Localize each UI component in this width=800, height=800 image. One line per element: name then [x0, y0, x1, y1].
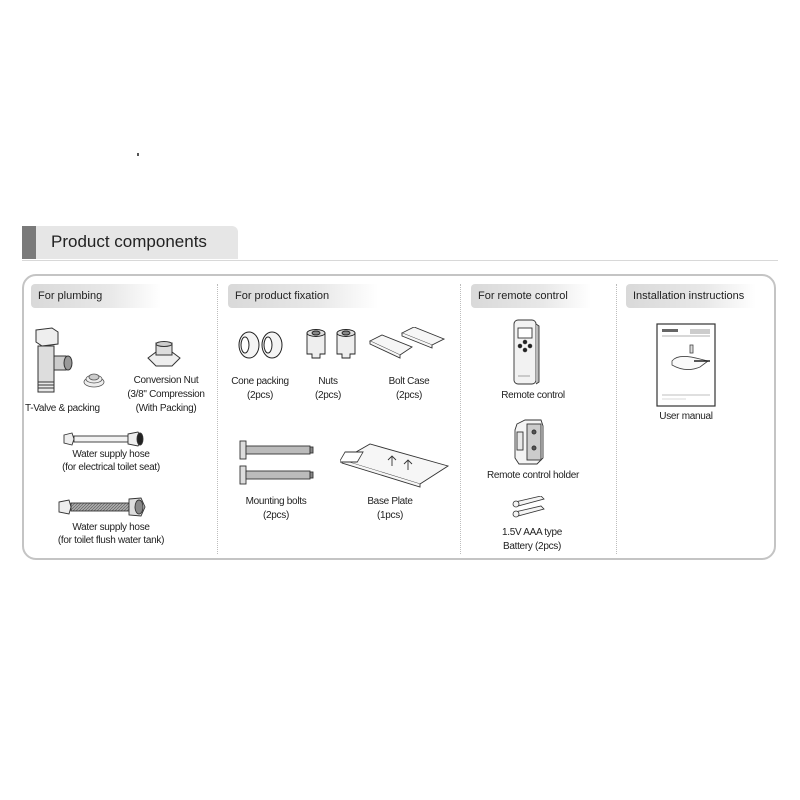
- item-label: Cone packing: [231, 376, 289, 387]
- item-label: Water supply hose: [72, 449, 150, 460]
- page-title: Product components: [51, 232, 207, 251]
- nuts-icon: [304, 328, 360, 362]
- item-label: (2pcs): [263, 510, 289, 521]
- column-divider: [460, 284, 461, 554]
- battery-icon: [511, 496, 547, 520]
- header-accent-bar: [22, 226, 36, 259]
- item-label: User manual: [659, 411, 713, 422]
- column-divider: [616, 284, 617, 554]
- stray-mark: [137, 153, 139, 156]
- t-valve-icon: [32, 326, 78, 394]
- remote-control-icon: [512, 318, 540, 386]
- item-label: Remote control: [501, 390, 565, 401]
- item-label: (With Packing): [135, 403, 197, 414]
- item-label: (3/8" Compression: [127, 389, 205, 400]
- section-heading-fixation: For product fixation: [228, 284, 378, 308]
- packing-ring-icon: [83, 370, 105, 388]
- item-label: 1.5V AAA type: [501, 527, 563, 538]
- item-label: Water supply hose: [72, 522, 150, 533]
- section-heading-instructions: Installation instructions: [626, 284, 756, 308]
- page-header: [22, 226, 238, 259]
- item-label: Mounting bolts: [245, 496, 307, 507]
- item-label: Base Plate: [367, 496, 413, 507]
- bolt-case-icon: [368, 327, 446, 359]
- item-label: (2pcs): [247, 390, 273, 401]
- water-hose-seat-icon: [62, 431, 144, 447]
- user-manual-icon: [656, 323, 716, 407]
- item-label: (2pcs): [315, 390, 341, 401]
- cone-packing-icon: [236, 330, 284, 360]
- item-label: (for electrical toilet seat): [62, 462, 160, 473]
- item-label: Battery (2pcs): [502, 541, 562, 552]
- item-label: Bolt Case: [388, 376, 430, 387]
- column-divider: [217, 284, 218, 554]
- item-label: T-Valve & packing: [25, 403, 100, 414]
- item-label: (2pcs): [396, 390, 422, 401]
- base-plate-icon: [340, 440, 450, 488]
- item-label: (1pcs): [377, 510, 403, 521]
- item-label: (for toilet flush water tank): [57, 535, 165, 546]
- header-divider: [22, 260, 778, 261]
- remote-holder-icon: [511, 418, 547, 466]
- item-label: Conversion Nut: [133, 375, 199, 386]
- section-heading-remote: For remote control: [471, 284, 591, 308]
- conversion-nut-icon: [146, 340, 182, 370]
- water-hose-tank-icon: [57, 497, 147, 517]
- section-heading-plumbing: For plumbing: [31, 284, 161, 308]
- mounting-bolts-icon: [238, 440, 316, 486]
- item-label: Nuts: [318, 376, 338, 387]
- item-label: Remote control holder: [486, 470, 580, 481]
